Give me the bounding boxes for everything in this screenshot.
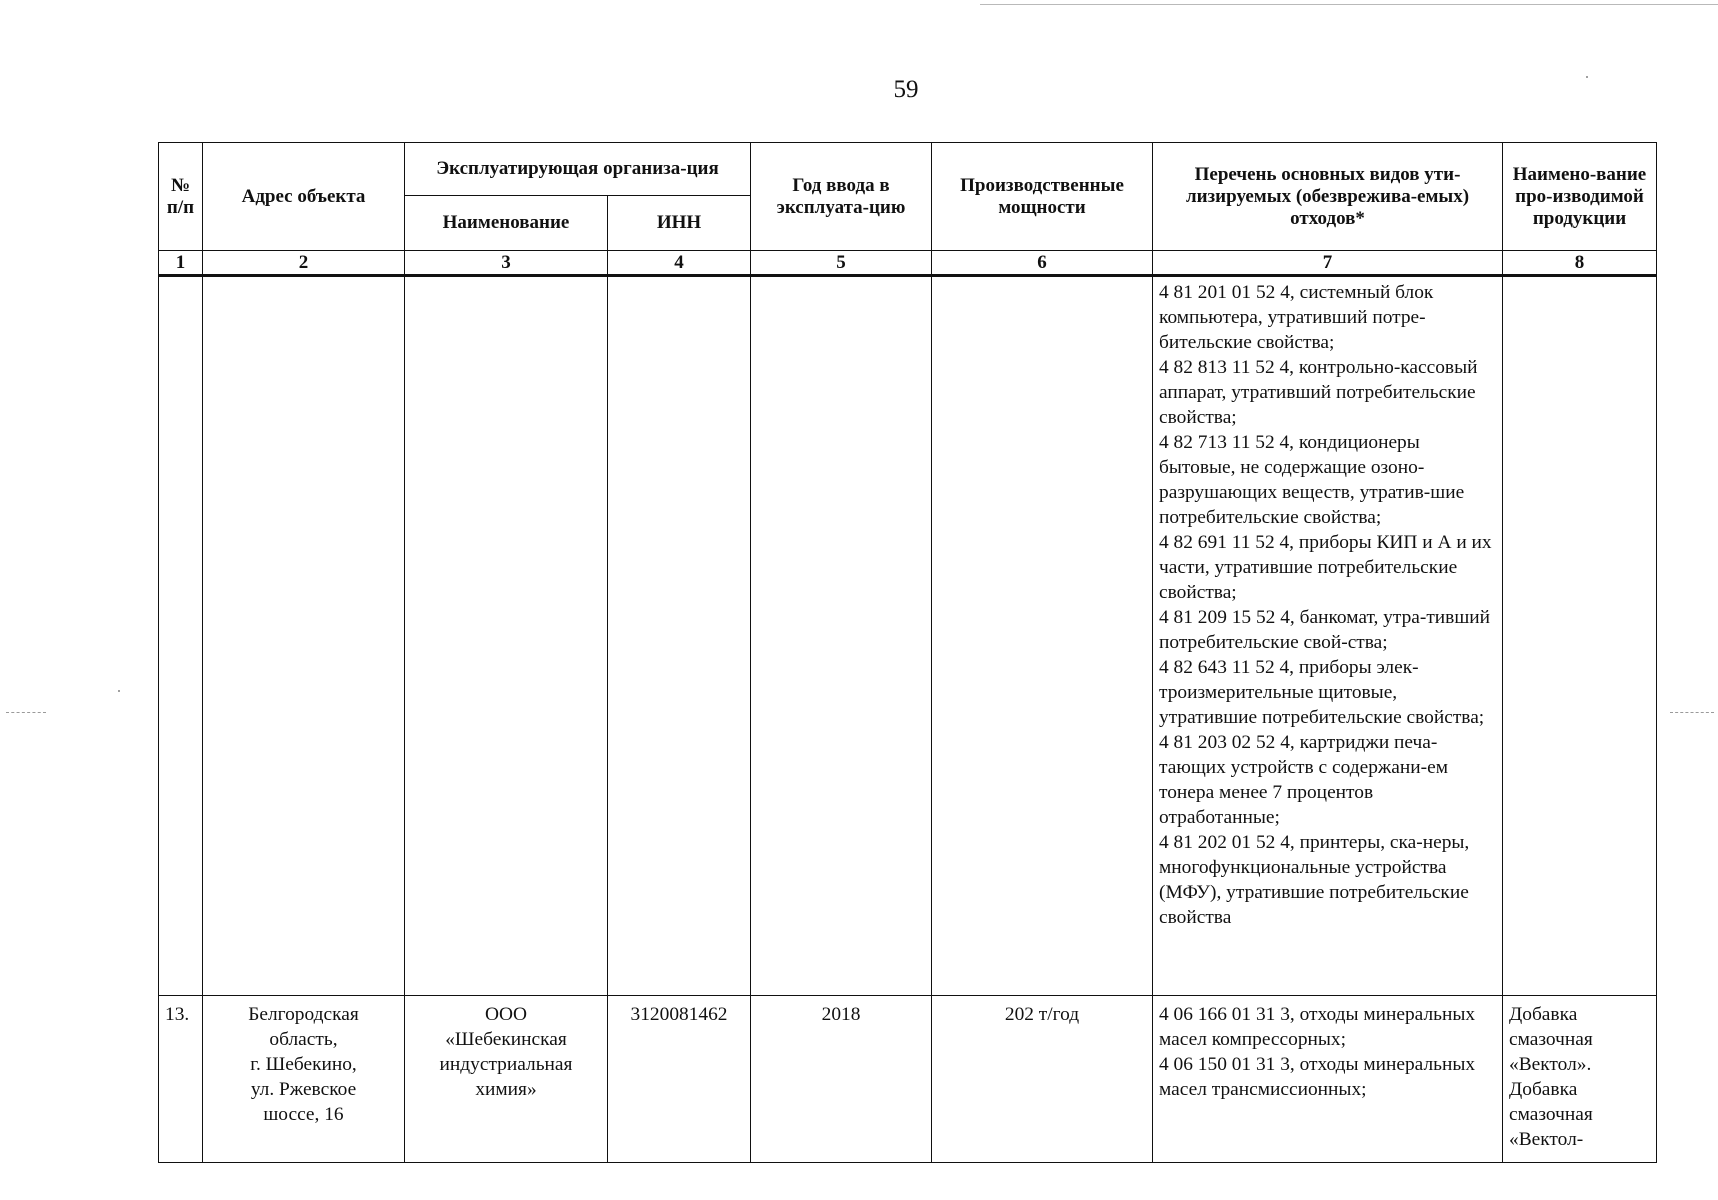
cell-entry-year: 2018 bbox=[751, 996, 932, 1163]
product-line: Добавка bbox=[1509, 1079, 1578, 1100]
cell-entry-address bbox=[203, 996, 405, 1163]
page-number: 59 bbox=[893, 76, 919, 103]
column-number: 7 bbox=[1153, 251, 1503, 276]
header-product: Наимено-вание про-изводимой продукции bbox=[1503, 143, 1657, 251]
scan-dot-right bbox=[1586, 76, 1588, 78]
waste-item: 4 81 201 01 52 4, системный блок компьютера, утративший потре-бительские свойства; bbox=[1159, 282, 1434, 353]
address-line: область, bbox=[269, 1029, 338, 1050]
header-capacity: Производственные мощности bbox=[932, 143, 1153, 251]
cell-capacity-empty bbox=[932, 276, 1153, 996]
waste-item: 4 82 691 11 52 4, приборы КИП и А и их части, утратившие потребительские свойства; bbox=[1159, 532, 1492, 603]
operator-name-line: ООО bbox=[484, 1004, 527, 1025]
scan-mark-left bbox=[6, 712, 46, 713]
operator-name-line: индустриальная bbox=[439, 1054, 573, 1075]
waste-item: 4 81 203 02 52 4, картриджи печа-тающих устройств с содержани-ем тонера менее 7 процентов отработанные; bbox=[1159, 732, 1448, 828]
address-line: Белгородская bbox=[248, 1004, 359, 1025]
column-number: 3 bbox=[405, 251, 608, 276]
cell-entry-operator-name bbox=[405, 996, 608, 1163]
cell-entry-num: 13. bbox=[159, 996, 203, 1163]
scan-mark-right bbox=[1670, 712, 1714, 713]
header-operator-inn: ИНН bbox=[608, 196, 751, 251]
cell-num-empty bbox=[159, 276, 203, 996]
product-line: Добавка bbox=[1509, 1004, 1578, 1025]
header-address: Адрес объекта bbox=[203, 143, 405, 251]
facility-registry-table bbox=[158, 142, 1657, 1163]
header-operator: Эксплуатирующая организа-ция bbox=[405, 143, 751, 196]
cell-entry-capacity: 202 т/год bbox=[932, 996, 1153, 1163]
header-num: № п/п bbox=[159, 143, 203, 251]
address-line: ул. Ржевское bbox=[250, 1079, 357, 1100]
operator-name-line: «Шебекинская bbox=[445, 1029, 567, 1050]
top-edge-rule bbox=[980, 4, 1718, 5]
product-line: смазочная bbox=[1509, 1029, 1593, 1050]
cell-operator-name-empty bbox=[405, 276, 608, 996]
waste-item: 4 06 166 01 31 3, отходы минеральных масел компрессорных; bbox=[1159, 1004, 1476, 1050]
header-year: Год ввода в эксплуата-цию bbox=[751, 143, 932, 251]
header-waste: Перечень основных видов ути-лизируемых (обезврежива-емых) отходов* bbox=[1153, 143, 1503, 251]
cell-year-empty bbox=[751, 276, 932, 996]
cell-inn-empty bbox=[608, 276, 751, 996]
cell-product-empty bbox=[1503, 276, 1657, 996]
column-number: 6 bbox=[932, 251, 1153, 276]
product-line: «Вектол- bbox=[1509, 1129, 1584, 1150]
header-operator-name: Наименование bbox=[405, 196, 608, 251]
product-line: смазочная bbox=[1509, 1104, 1593, 1125]
waste-item: 4 81 202 01 52 4, принтеры, ска-неры, многофункциональные устройства (МФУ), утратившие потребительские свойства bbox=[1159, 832, 1470, 928]
column-number: 5 bbox=[751, 251, 932, 276]
cell-entry-waste-list bbox=[1153, 996, 1503, 1163]
scan-dot-left bbox=[118, 690, 120, 692]
operator-name-line: химия» bbox=[475, 1079, 537, 1100]
table-row-13 bbox=[159, 996, 1657, 1163]
column-number: 8 bbox=[1503, 251, 1657, 276]
address-line: г. Шебекино, bbox=[250, 1054, 357, 1075]
address-line: шоссе, 16 bbox=[263, 1104, 344, 1125]
column-number: 2 bbox=[203, 251, 405, 276]
waste-item: 4 82 813 11 52 4, контрольно-кассовый аппарат, утративший потребительские свойства; bbox=[1159, 357, 1478, 428]
waste-item: 4 82 713 11 52 4, кондиционеры бытовые, не содержащие озоно-разрушающих веществ, утратив-шие потребительские свойства; bbox=[1159, 432, 1465, 528]
column-number: 4 bbox=[608, 251, 751, 276]
table-header-row bbox=[159, 143, 1657, 196]
cell-waste-list bbox=[1153, 276, 1503, 996]
product-line: «Вектол». bbox=[1509, 1054, 1592, 1075]
cell-address-empty bbox=[203, 276, 405, 996]
waste-item: 4 06 150 01 31 3, отходы минеральных масел трансмиссионных; bbox=[1159, 1054, 1476, 1100]
cell-entry-inn: 3120081462 bbox=[608, 996, 751, 1163]
column-number-row bbox=[159, 251, 1657, 276]
waste-item: 4 82 643 11 52 4, приборы элек-троизмерительные щитовые, утратившие потребительские свойства; bbox=[1159, 657, 1485, 728]
table-row-continuation bbox=[159, 276, 1657, 996]
cell-entry-product bbox=[1503, 996, 1657, 1163]
waste-item: 4 81 209 15 52 4, банкомат, утра-тивший потребительские свой-ства; bbox=[1159, 607, 1491, 653]
column-number: 1 bbox=[159, 251, 203, 276]
